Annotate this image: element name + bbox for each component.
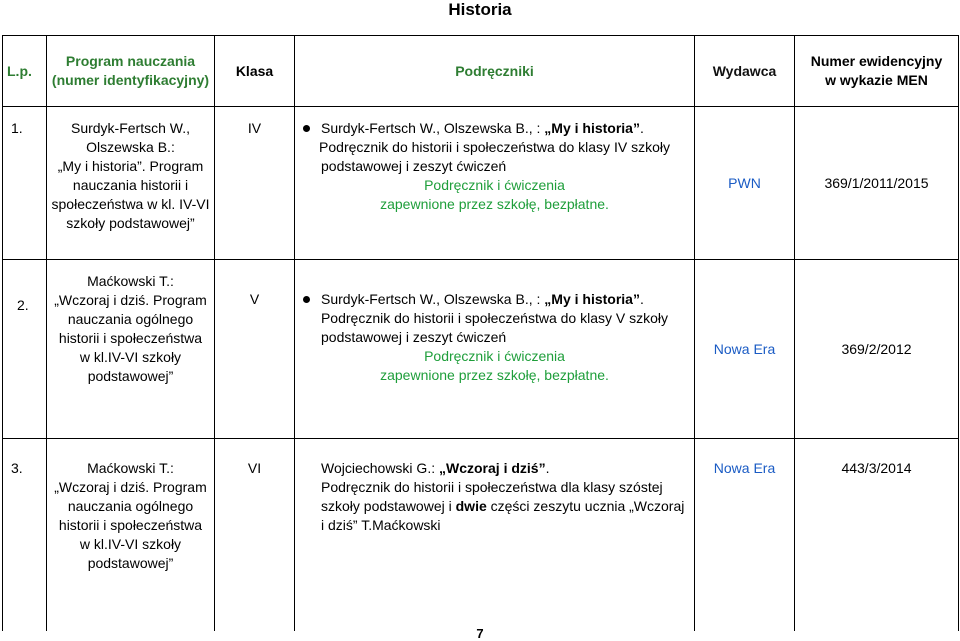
bullet-icon	[303, 296, 310, 303]
row-klasa: IV	[215, 107, 295, 260]
row-wydawca: Nowa Era	[695, 260, 795, 439]
bullet-icon	[303, 125, 310, 132]
program-line: nauczania ogólnego	[67, 498, 194, 514]
row-podreczniki	[295, 439, 695, 632]
program-line: społeczeństwa w kl. IV-VI	[51, 196, 210, 212]
program-line: Surdyk-Fertsch W.,	[70, 120, 191, 136]
row-program	[47, 107, 215, 260]
row-podreczniki	[295, 260, 695, 439]
header-program	[47, 36, 215, 107]
book-desc: Podręcznik do historii i społeczeństwa do klasy V szkoły	[320, 310, 669, 326]
free-note: Podręcznik i ćwiczenia	[424, 348, 565, 364]
table-row	[3, 439, 959, 632]
header-numer-line1: Numer ewidencyjny	[810, 53, 943, 69]
book-desc: Podręcznik do historii i społeczeństwa do klasy IV szkoły	[319, 139, 670, 155]
book-desc-bold: dwie	[455, 498, 487, 514]
row-lp: 1.	[3, 107, 47, 260]
program-line: w kl.IV-VI szkoły	[79, 536, 182, 552]
program-line: „Wczoraj i dziś. Program	[54, 292, 207, 308]
book-desc: podstawowej i zeszyt ćwiczeń	[321, 329, 507, 345]
row-program	[47, 260, 215, 439]
row-klasa: V	[215, 260, 295, 439]
free-note: Podręcznik i ćwiczenia	[424, 177, 565, 193]
header-podreczniki: Podręczniki	[295, 36, 695, 107]
header-program-line1: Program nauczania	[65, 53, 196, 69]
header-program-line2: (numer identyfikacyjny)	[51, 72, 210, 88]
book-title: „My i historia”	[544, 291, 640, 307]
header-lp: L.p.	[3, 36, 47, 107]
header-klasa: Klasa	[215, 36, 295, 107]
program-line: Maćkowski T.:	[87, 460, 174, 476]
page-title: Historia	[448, 0, 512, 19]
program-line: podstawowej”	[87, 555, 174, 571]
program-line: w kl.IV-VI szkoły	[79, 349, 182, 365]
free-note: zapewnione przez szkołę, bezpłatne.	[380, 367, 609, 383]
row-numer: 369/1/2011/2015	[795, 107, 959, 260]
program-line: historii i społeczeństwa	[58, 517, 203, 533]
book-author: Surdyk-Fertsch W., Olszewska B., :	[321, 120, 545, 136]
program-line: nauczania historii i	[72, 177, 189, 193]
page-number: 7	[476, 626, 484, 641]
free-note: zapewnione przez szkołę, bezpłatne.	[380, 196, 609, 212]
book-author: Wojciechowski G.:	[321, 460, 439, 476]
row-lp: 3.	[3, 439, 47, 632]
book-desc-part: części zeszytu ucznia „Wczoraj	[486, 498, 685, 514]
book-entry: Wojciechowski G.: „Wczoraj i dziś”.	[321, 460, 550, 476]
program-line: podstawowej”	[87, 368, 174, 384]
book-entry: Surdyk-Fertsch W., Olszewska B., : „My i historia”.	[297, 119, 692, 138]
book-title: „My i historia”	[544, 120, 640, 136]
book-desc-part: szkoły podstawowej i	[321, 498, 456, 514]
program-line: nauczania ogólnego	[67, 311, 194, 327]
book-title: „Wczoraj i dziś”	[439, 460, 546, 476]
book-entry: Surdyk-Fertsch W., Olszewska B., : „My i historia”.	[297, 290, 692, 309]
book-author: Surdyk-Fertsch W., Olszewska B., :	[321, 291, 545, 307]
program-line: „My i historia”. Program	[57, 158, 204, 174]
row-program	[47, 439, 215, 632]
row-klasa: VI	[215, 439, 295, 632]
program-line: Maćkowski T.:	[87, 273, 174, 289]
book-desc: Podręcznik do historii i społeczeństwa dla klasy szóstej	[321, 479, 663, 495]
table-header-row	[3, 36, 959, 107]
header-numer-line2: w wykazie MEN	[825, 72, 928, 88]
program-line: historii i społeczeństwa	[58, 330, 203, 346]
program-line: „Wczoraj i dziś. Program	[54, 479, 207, 495]
header-numer	[795, 36, 959, 107]
book-desc: i dziś” T.Maćkowski	[321, 517, 441, 533]
curriculum-table	[2, 35, 959, 631]
program-line: Olszewska B.:	[86, 139, 175, 155]
row-wydawca: PWN	[695, 107, 795, 260]
row-wydawca: Nowa Era	[695, 439, 795, 632]
table-row	[3, 260, 959, 439]
book-desc	[297, 497, 692, 516]
row-podreczniki	[295, 107, 695, 260]
row-numer: 369/2/2012	[795, 260, 959, 439]
header-wydawca: Wydawca	[695, 36, 795, 107]
program-line: szkoły podstawowej”	[66, 215, 195, 231]
row-lp: 2.	[3, 260, 47, 439]
row-numer: 443/3/2014	[795, 439, 959, 632]
table-row	[3, 107, 959, 260]
book-desc: podstawowej i zeszyt ćwiczeń	[321, 158, 507, 174]
